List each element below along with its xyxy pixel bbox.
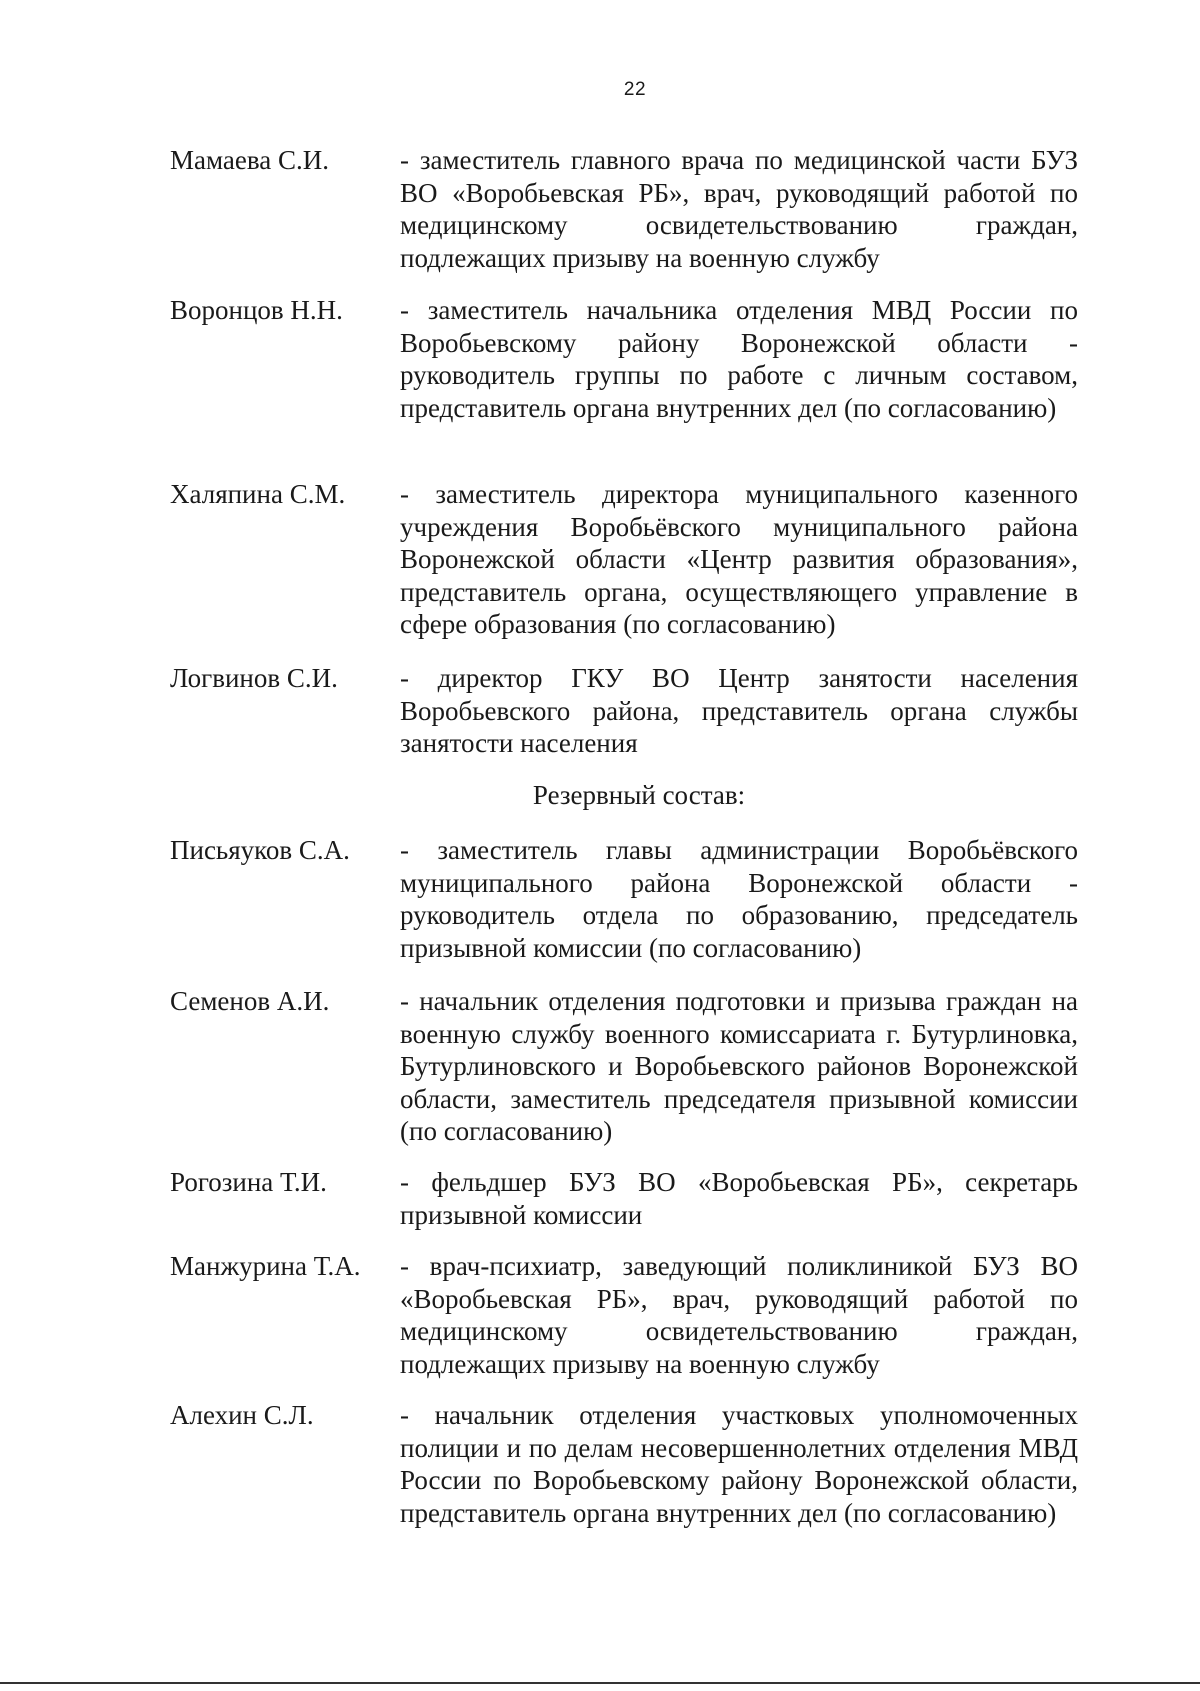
member-name: Логвинов С.И.: [170, 663, 338, 693]
member-name: Рогозина Т.И.: [170, 1167, 327, 1197]
page-number: 22: [623, 79, 647, 100]
bottom-rule: [0, 1682, 1200, 1684]
member-name: Манжурина Т.А.: [170, 1251, 361, 1281]
member-description: - заместитель начальника отделения МВД России по Воробьевскому району Воронежской области - руководитель группы по работе с личным составом, представитель органа внутренних дел (по согласованию): [400, 295, 1078, 423]
member-name: Халяпина С.М.: [170, 479, 346, 509]
member-description: - врач-психиатр, заведующий поликлиникой БУЗ ВО «Воробьевская РБ», врач, руководящий работой по медицинскому освидетельствованию граждан, подлежащих призыву на военную службу: [400, 1251, 1078, 1379]
member-name: Семенов А.И.: [170, 986, 330, 1016]
member-description: - начальник отделения участковых уполномоченных полиции и по делам несовершеннолетних отделения МВД России по Воробьевскому району Воронежской области, представитель органа внутренних дел (по согласованию): [400, 1400, 1078, 1528]
member-description: - начальник отделения подготовки и призыва граждан на военную службу военного комиссариата г. Бутурлиновка, Бутурлиновского и Воробьевского районов Воронежской области, заместитель председателя призывной комиссии (по согласованию): [400, 986, 1078, 1146]
member-name: Письяуков С.А.: [170, 835, 350, 865]
member-name: Мамаева С.И.: [170, 145, 329, 175]
member-description: - заместитель директора муниципального казенного учреждения Воробьёвского муниципального района Воронежской области «Центр развития образования», представитель органа, осуществляющего управление в сфере образования (по согласованию): [400, 479, 1078, 639]
member-description: - директор ГКУ ВО Центр занятости населения Воробьевского района, представитель органа службы занятости населения: [400, 663, 1078, 758]
member-name: Алехин С.Л.: [170, 1400, 314, 1430]
member-description: - заместитель главного врача по медицинской части БУЗ ВО «Воробьевская РБ», врач, руководящий работой по медицинскому освидетельствованию граждан, подлежащих призыву на военную службу: [400, 145, 1078, 273]
member-description: - фельдшер БУЗ ВО «Воробьевская РБ», секретарь призывной комиссии: [400, 1167, 1078, 1230]
member-description: - заместитель главы администрации Воробьёвского муниципального района Воронежской области - руководитель отдела по образованию, председатель призывной комиссии (по согласованию): [400, 835, 1078, 963]
reserve-heading: Резервный состав:: [532, 780, 746, 810]
member-name: Воронцов Н.Н.: [170, 295, 343, 325]
